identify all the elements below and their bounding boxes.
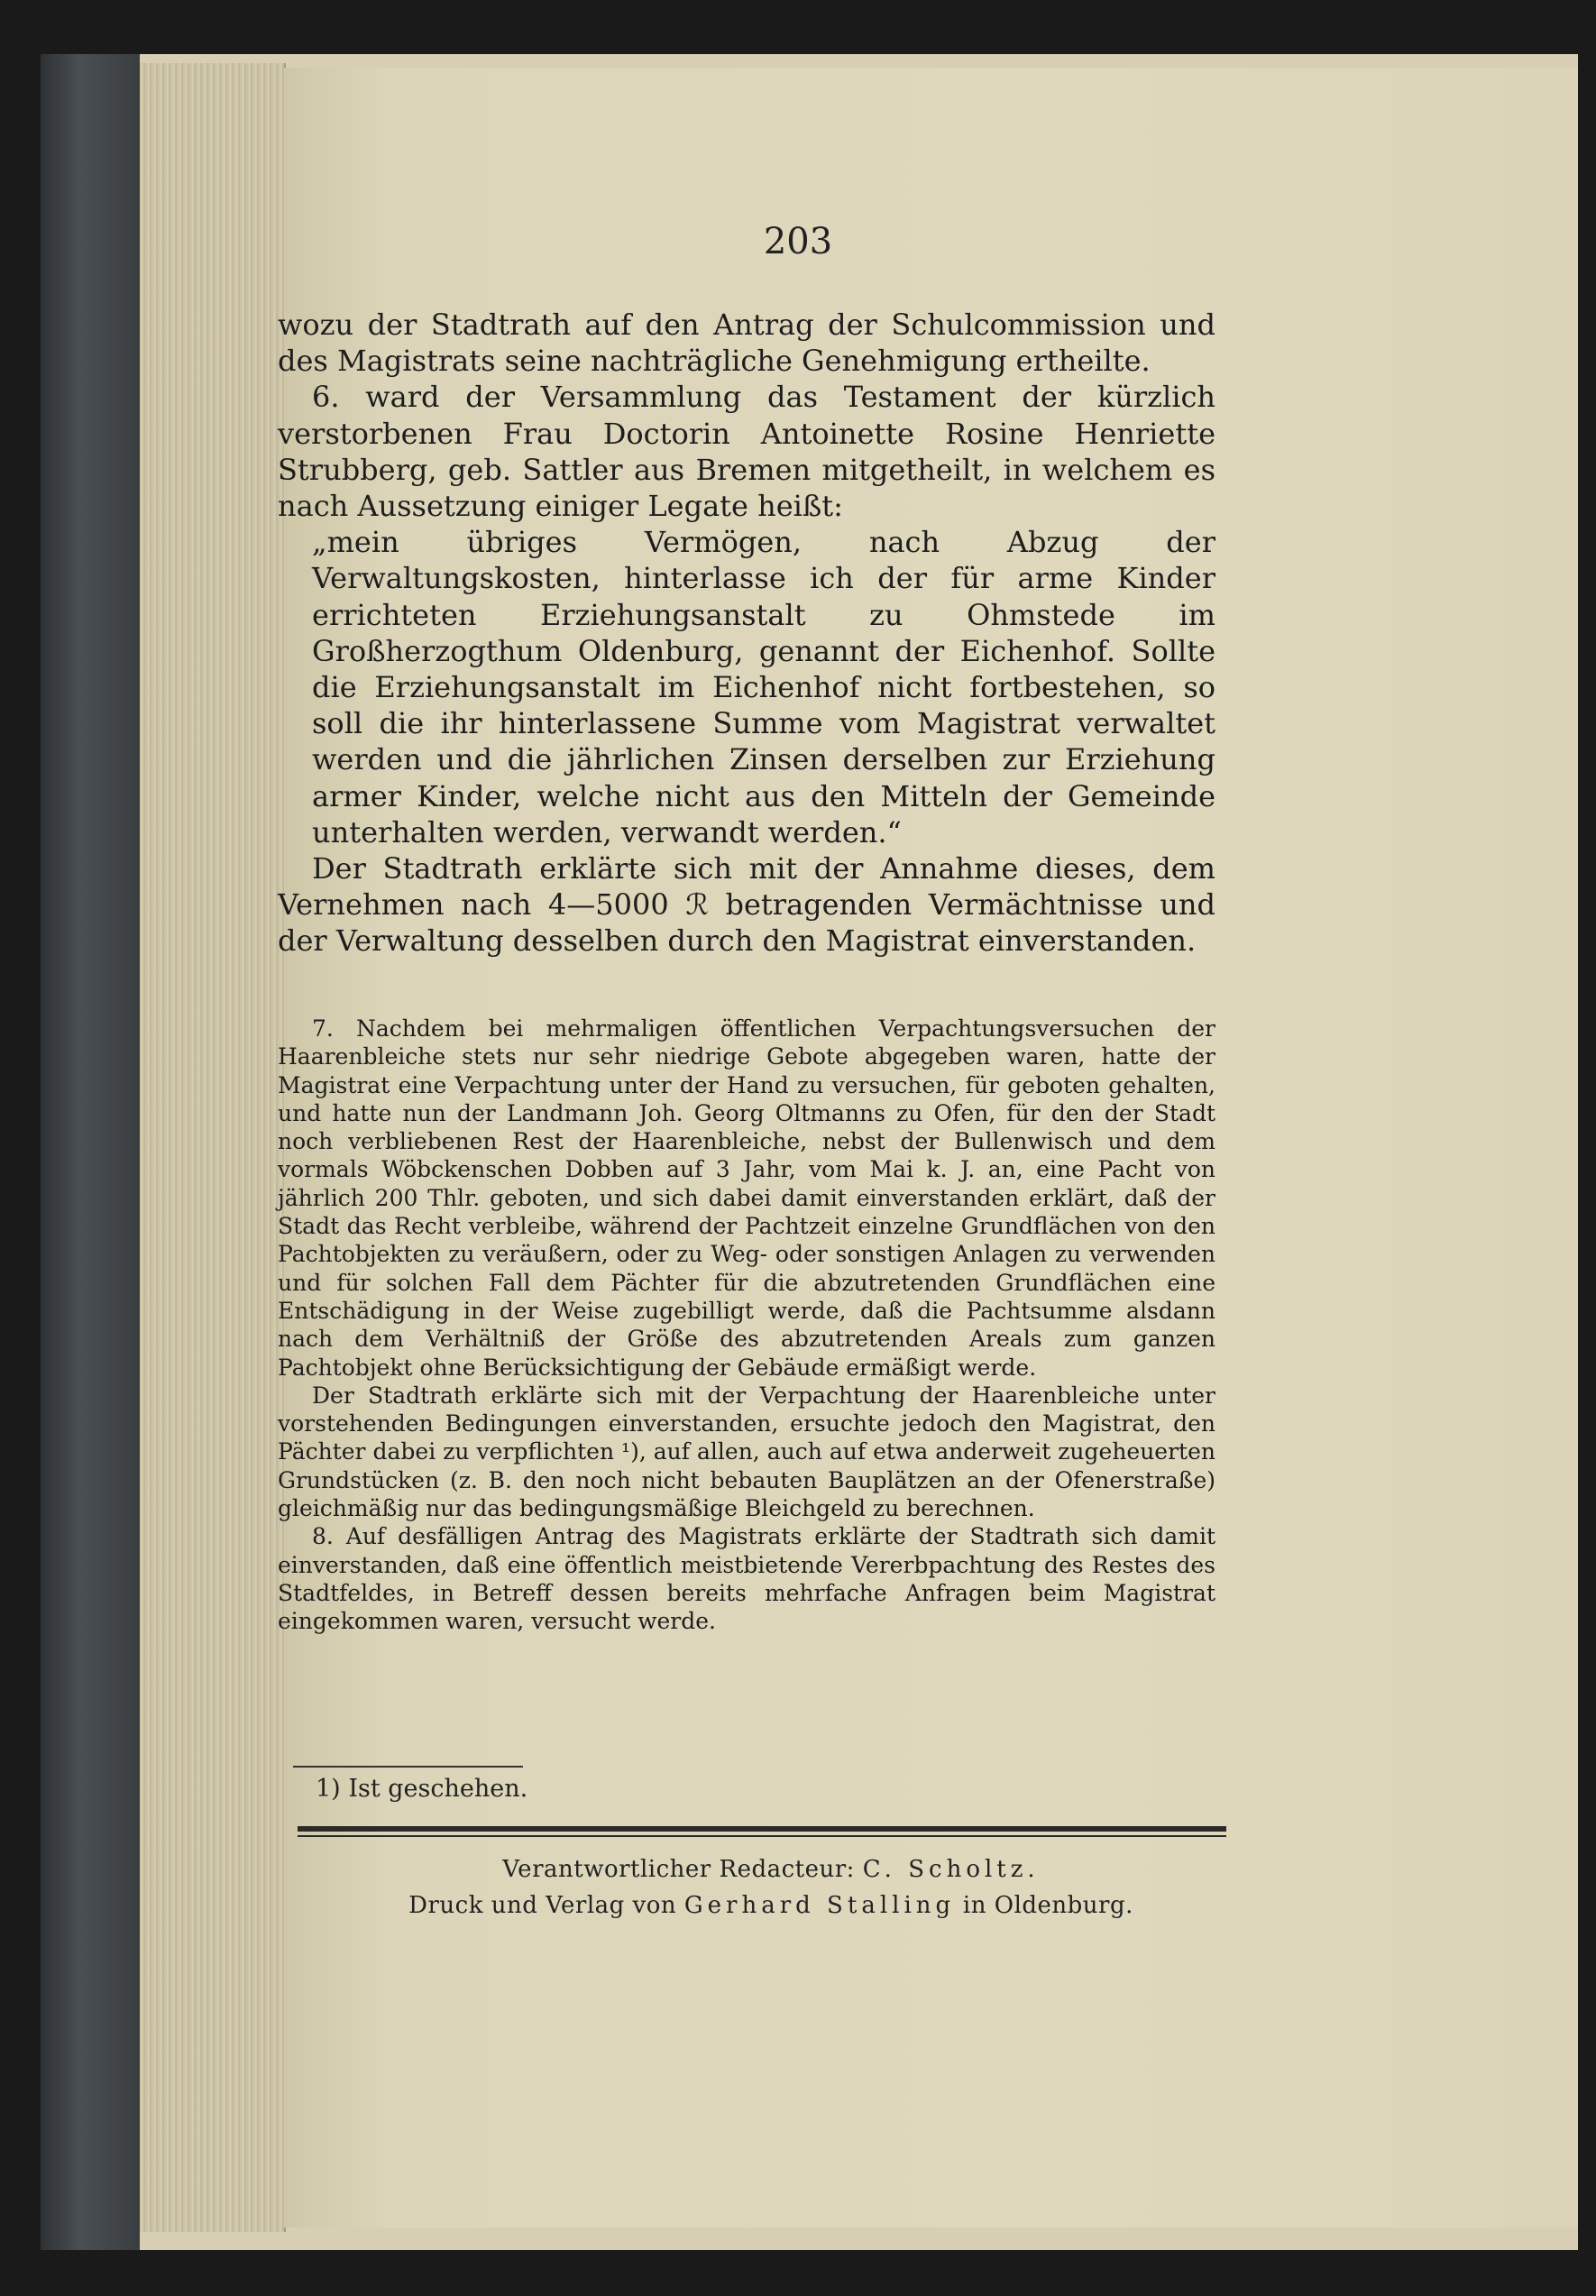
paragraph: Der Stadtrath erklärte sich mit der Verpachtung der Haarenbleiche unter vorstehenden Bedingungen einverstanden, ersuchte jedoch den Magistrat, den Pächter dabei zu verpflichten ¹), auf allen, auch auf etwa anderweit zugeheuerten Grundstücken (z. B. den noch nicht bebauten Bauplätzen an der Ofenerstraße) gleichmäßig nur das bedingungsmäßige Bleichgeld zu berechnen. [278, 1382, 1215, 1522]
paragraph: 7. Nachdem bei mehrmaligen öffentlichen Verpachtungsversuchen der Haarenbleiche stets nur sehr niedrige Gebote abgegeben waren, hatte der Magistrat eine Verpachtung unter der Hand zu versuchen, für geboten gehalten, und hatte nun der Landmann Joh. Georg Oltmanns zu Ofen, für den der Stadt noch verbliebenen Rest der Haarenbleiche, nebst der Bullenwisch und dem vormals Wöbckenschen Dobben auf 3 Jahr, vom Mai k. J. an, eine Pacht von jährlich 200 Thlr. geboten, und sich dabei damit einverstanden erklärt, daß der Stadt das Recht verbleibe, während der Pachtzeit einzelne Grundflächen von den Pachtobjekten zu veräußern, oder zu Weg- oder sonstigen Anlagen zu verwenden und für solchen Fall dem Pächter für die abzutretenden Grundflächen eine Entschädigung in der Weise zugebilligt werde, daß die Pachtsumme alsdann nach dem Verhältniß der Größe des abzutretenden Areals zum ganzen Pachtobjekt ohne Berücksichtigung der Gebäude ermäßigt werde. [278, 1015, 1215, 1381]
editor-name: C. Scholtz. [862, 1856, 1040, 1883]
quoted-paragraph: „mein übriges Vermögen, nach Abzug der Verwaltungskosten, hinterlasse ich der für arme Kinder errichteten Erziehungsanstalt zu Ohmstede im Großherzogthum Oldenburg, genannt der Eichenhof. Sollte die Erziehungsanstalt im Eichenhof nicht fortbestehen, so soll die ihr hinterlassene Summe vom Magistrat verwaltet werden und die jährlichen Zinsen derselben zur Erziehung armer Kinder, welche nicht aus den Mitteln der Gemeinde unterhalten werden, verwandt werden.“ [312, 525, 1215, 850]
footnote-rule [293, 1766, 523, 1768]
paragraph: 6. ward der Versammlung das Testament der kürzlich verstorbenen Frau Doctorin Antoinette Rosine Henriette Strubberg, geb. Sattler aus Bremen mitgetheilt, in welchem es nach Aussetzung einiger Legate heißt: [278, 380, 1215, 524]
printer-name: Gerhard Stalling [683, 1892, 956, 1919]
book-cover-edge [41, 54, 140, 2250]
imprint-rule-thin [298, 1835, 1226, 1837]
footnote-mark: 1) [316, 1775, 341, 1803]
page-number: 203 [763, 221, 833, 262]
paragraph: Der Stadtrath erklärte sich mit der Annahme dieses, dem Vernehmen nach 4—5000 ℛ betragenden Vermächtnisse und der Verwaltung desselben durch den Magistrat einverstanden. [278, 851, 1215, 959]
imprint-rule-thick [298, 1826, 1226, 1832]
imprint-printer [0, 1892, 1542, 1919]
printer-place: in Oldenburg. [962, 1892, 1133, 1919]
paragraph: wozu der Stadtrath auf den Antrag der Schulcommission und des Magistrats seine nachträgliche Genehmigung ertheilte. [278, 308, 1215, 379]
printer-label: Druck und Verlag von [408, 1892, 677, 1919]
imprint-editor [0, 1856, 1542, 1883]
footnote-text: Ist geschehen. [348, 1775, 528, 1803]
main-text [278, 307, 1215, 960]
editor-label: Verantwortlicher Redacteur: [502, 1856, 855, 1883]
paragraph: 8. Auf desfälligen Antrag des Magistrats erklärte der Stadtrath sich damit einverstanden, daß eine öffentlich meistbietende Vererbpachtung des Restes des Stadtfeldes, in Betreff dessen bereits mehrfache Anfragen beim Magistrat eingekommen waren, versucht werde. [278, 1523, 1215, 1635]
footnote [316, 1775, 527, 1803]
small-text [278, 1015, 1215, 1636]
